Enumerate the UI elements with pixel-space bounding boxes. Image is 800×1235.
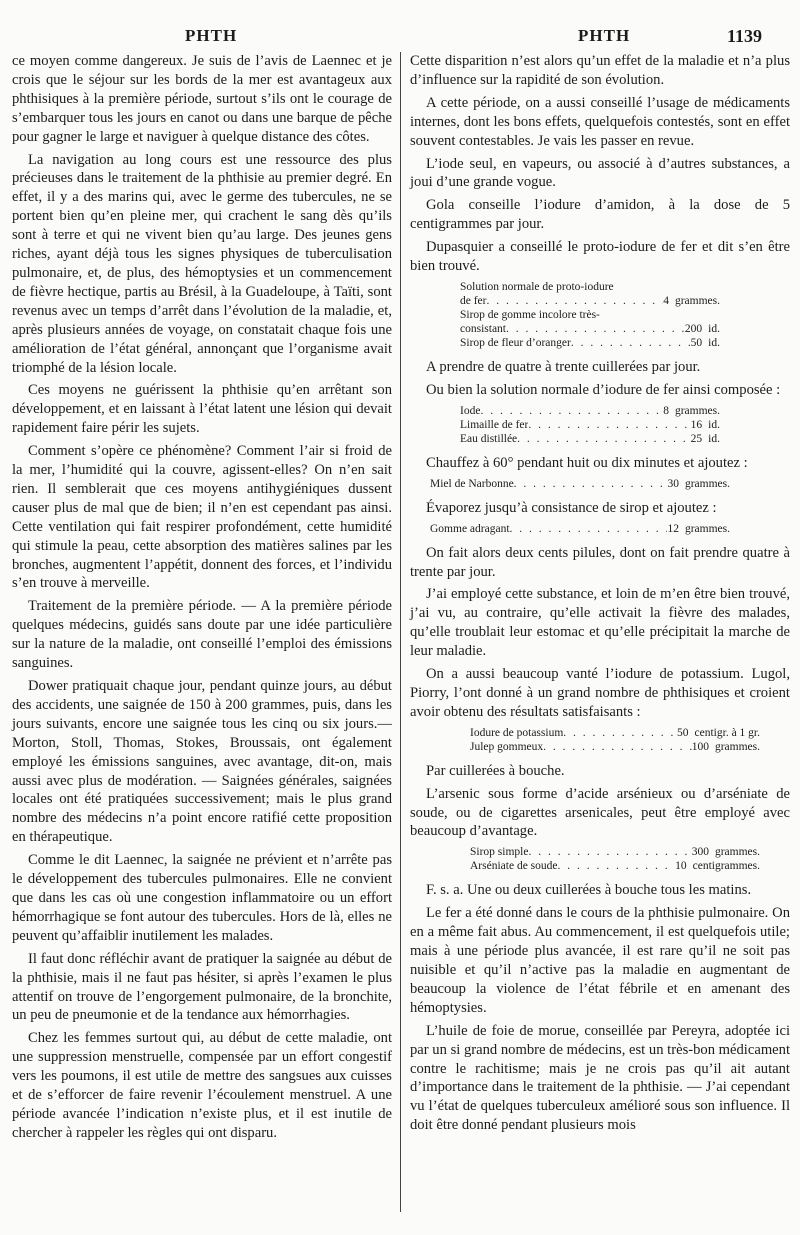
formula-quantity: 300 (691, 846, 709, 859)
formula-unit: centigr. à 1 gr. (694, 726, 760, 739)
formula-row (460, 336, 720, 350)
header-left-title: PHTH (185, 26, 238, 45)
formula-solution-iodure (460, 404, 720, 446)
formula-ingredient: Limaille de fer (460, 418, 529, 431)
formula-quantity: 50 (690, 336, 703, 349)
paragraph: Le fer a été donné dans le cours de la phthisie pulmonaire. On en a même fait abus. Au commencement, il est quelquefois utile; mais à une période plus avancée, il est rare qu’il ne soit pas nuisible et qu’il n’active pas la maladie en augmentant de beaucoup la violence de l’état fébrile et en amenant des hémoptysies. (410, 905, 790, 1016)
formula-ingredient: Miel de Narbonne (430, 477, 514, 490)
paragraph: Ces moyens ne guérissent la phthisie qu’en arrêtant son développement, et en laissant à l’état latent une lésion qui devait rapidement faire périr les sujets. (12, 382, 392, 437)
formula-unit: grammes. (684, 477, 730, 490)
paragraph: L’arsenic sous forme d’acide arsénieux ou d’arséniate de soude, ou de cigarettes arsenicales, peut être employé avec beaucoup d’avantage. (410, 785, 790, 840)
formula-unit: grammes. (674, 294, 720, 307)
formula-row (460, 418, 720, 432)
formula-quantity: 200 (684, 322, 703, 335)
paragraph: Par cuillerées à bouche. (426, 762, 565, 779)
formula-arseniate (470, 845, 760, 873)
formula-unit: grammes. (714, 740, 760, 753)
formula-row (470, 859, 760, 873)
formula-row (460, 432, 720, 446)
formula-ingredient: Sirop de gomme incolore très- (460, 308, 600, 321)
leader-dots (517, 432, 691, 446)
formula-ingredient: Sirop simple (470, 846, 529, 859)
paragraph: A prendre de quatre à trente cuillerées par jour. (426, 358, 701, 375)
paragraph: Chauffez à 60° pendant huit ou dix minutes et ajoutez : (426, 454, 748, 471)
paragraph: Chez les femmes surtout qui, au début de cette maladie, ont une suppression menstruelle, compensée par un effort congestif vers les poumons, il est utile de mettre des sangsues aux cuisses et de s’efforcer de faire revenir l’écoulement menstruel. A une période avancée l’indication n’existe plus, et il est inutile de chercher à rappeler les règles qui ont disparu. (12, 1030, 392, 1141)
section-paragraph: Traitement de la première période. — A la première période quelques médecins, guidés sans doute par une idée particulière sur la nature de la maladie, ont conseillé l’emploi des émissions sanguines. (12, 598, 392, 672)
formula-ingredient: Arséniate de soude (470, 860, 558, 873)
leader-dots (571, 336, 691, 350)
formula-iodure-potassium (470, 726, 760, 754)
paragraph: Comment s’opère ce phénomène? Comment l’air si froid de la mer, l’humidité qui la couvre, agissent-elles? On n’en sait rien. Il semblerait que ces moyens antihygiéniques dussent causer plus de mal que de bien; il n’en est cependant pas ainsi. Cette ventilation qui fait respirer profondément, cette humidité qui stimule la peau, cette absorption des matières salines par les bronches, augmentent l’appétit, donnent des forces, et l’individu s’en trouve à merveille. (12, 443, 392, 592)
paragraph: On a aussi beaucoup vanté l’iodure de potassium. Lugol, Piorry, l’ont donné à un grand nombre de phthisiques et croient avoir obtenu des résultats satisfaisants : (410, 666, 790, 720)
formula-quantity: 30 (667, 477, 679, 490)
formula-quantity: 16 (690, 418, 703, 431)
formula-quantity: 50 (677, 726, 689, 739)
paragraph: Comme le dit Laennec, la saignée ne prévient et n’arrête pas le développement des tubercules pulmonaires. Elle ne convient que dans les cas où une congestion inflammatoire ou un effort hémorrhagique se font autour des tubercules. Hors de là, elles ne peuvent qu’affaiblir inutilement les malades. (12, 852, 392, 944)
leader-dots (514, 477, 668, 491)
formula-quantity: 10 (675, 860, 687, 873)
formula-ingredient: Solution normale de proto-iodure (460, 280, 614, 293)
formula-unit: id. (708, 322, 720, 335)
formula-unit: id. (708, 336, 720, 349)
formula-row (470, 845, 760, 859)
paragraph: J’ai employé cette substance, et loin de m’en être bien trouvé, j’ai vu, au contraire, qu’elle activait la fièvre des malades, qu’elle troublait leur estomac et qu’elle précipitait la marche de leur maladie. (410, 586, 790, 660)
right-column (410, 52, 790, 1139)
paragraph: Gola conseille l’iodure d’amidon, à la dose de 5 centigrammes par jour. (410, 197, 790, 233)
formula-unit: id. (708, 432, 720, 445)
formula-unit: grammes. (714, 846, 760, 859)
paragraph: Dupasquier a conseillé le proto-iodure de fer et dit s’en être bien trouvé. (410, 239, 790, 275)
formula-quantity: 4 (663, 294, 669, 307)
page-number: 1139 (727, 26, 763, 46)
leader-dots (480, 404, 663, 418)
leader-dots (528, 418, 690, 432)
leader-dots (543, 740, 692, 754)
formula-quantity: 8 (663, 404, 669, 417)
leader-dots (506, 322, 685, 336)
formula-ingredient: Iode (460, 404, 481, 417)
leader-dots (487, 294, 664, 308)
paragraph: Ou bien la solution normale d’iodure de fer ainsi composée : (426, 381, 781, 398)
formula-proto-iodure (460, 280, 720, 350)
formula-row (460, 294, 720, 308)
formula-row (430, 477, 730, 491)
formula-ingredient: Gomme adragant (430, 522, 510, 535)
formula-unit: id. (708, 418, 720, 431)
formula-miel (430, 477, 730, 491)
formula-ingredient: consistant (460, 322, 506, 335)
paragraph: La navigation au long cours est une ressource des plus précieuses dans le traitement de la phthisie au premier degré. En effet, il y a des marins qui, avec le germe des tubercules, ne se portent bien qu’en pleine mer, qui crachent le sang dès qu’ils sont à terre et qui ne vivent bien qu’au large. Des jeunes gens riches, ayant déjà tous les signes physiques de tuberculisation pulmonaire, et, de plus, des hémoptysies et un commencement de fièvre hectique, partis au Brésil, à la Guadeloupe, à Taïti, sont revenus avec un temps d’arrêt dans l’évolution de la maladie, et, après plusieurs années de voyage, on constatait chaque fois une amélioration de l’état général, annonçant que l’organisme avait triomphé de la lésion locale. (12, 151, 392, 376)
formula-quantity: 12 (667, 522, 679, 535)
leader-dots (528, 845, 691, 859)
formula-quantity: 25 (690, 432, 703, 445)
formula-row (470, 740, 760, 754)
formula-ingredient: Iodure de potassium (470, 726, 564, 739)
paragraph: F. s. a. Une ou deux cuillerées à bouche tous les matins. (426, 882, 752, 899)
paragraph: L’iode seul, en vapeurs, ou associé à d’autres substances, a joui d’une grande vogue. (410, 155, 790, 191)
leader-dots (510, 522, 668, 536)
formula-ingredient: Julep gommeux (470, 740, 544, 753)
paragraph: On fait alors deux cents pilules, dont on fait prendre quatre à trente par jour. (410, 544, 790, 580)
running-header (0, 26, 800, 50)
paragraph: ce moyen comme dangereux. Je suis de l’avis de Laennec et je crois que le séjour sur les bords de la mer est avantageux aux phthisiques à la première période, surtout s’ils ont le courage de s’embarquer tous les jours en canot ou dans une barque de pêche pour gagner le large et naviguer à quelque distance des côtes. (12, 53, 392, 145)
paragraph: Il faut donc réfléchir avant de pratiquer la saignée au début de la phthisie, mais il ne faut pas hésiter, si après l’examen le plus attentif on trouve de l’engorgement pulmonaire, de la bronchite, un peu de pneumonie et de la tendance aux hémorrhagies. (12, 950, 392, 1024)
formula-ingredient: de fer (460, 294, 487, 307)
formula-unit: centigrammes. (692, 860, 760, 873)
formula-quantity: 100 (691, 740, 709, 753)
formula-row (470, 726, 760, 740)
formula-row (460, 404, 720, 418)
leader-dots (558, 859, 676, 873)
formula-ingredient: Eau distillée (460, 432, 518, 445)
formula-ingredient: Sirop de fleur d’oranger (460, 336, 571, 349)
paragraph: Dower pratiquait chaque jour, pendant quinze jours, au début des accidents, une saignée de 150 à 200 grammes, puis, dans les jours suivants, encore une saignée tous les cinq ou six jours.—Morton, Stoll, Thomas, Stokes, Broussais, ont également employé les émissions sanguines, avec avantage, dit-on, mais aussi avec plus de modération. — Saignées générales, saignées locales ont été pratiquées successivement; mais le plus grand nombre des médecins n’a point encore ratifié cette proposition en thérapeutique. (12, 678, 392, 846)
leader-dots (563, 726, 677, 740)
paragraph: L’huile de foie de morue, conseillée par Pereyra, adoptée ici par un si grand nombre de médecins, est un très-bon médicament contre le rachitisme; mais je ne crois pas qu’il ait autant d’importance dans le traitement de la phthisie. — J’ai cependant vu l’état de quelques tuberculeux amélioré sous son influence. Il doit être donné pendant plusieurs mois (410, 1022, 790, 1134)
header-right-title: PHTH (578, 26, 631, 45)
formula-row (460, 322, 720, 336)
paragraph: Évaporez jusqu’à consistance de sirop et ajoutez : (426, 499, 717, 516)
formula-row (430, 522, 730, 536)
left-column (12, 52, 392, 1147)
formula-unit: grammes. (684, 522, 730, 535)
formula-unit: grammes. (674, 404, 720, 417)
formula-row (460, 280, 720, 294)
formula-row (460, 308, 720, 322)
formula-gomme (430, 522, 730, 536)
column-divider (400, 52, 401, 1212)
paragraph: Cette disparition n’est alors qu’un effet de la maladie et n’a plus d’influence sur la rapidité de son évolution. (410, 53, 790, 88)
paragraph: A cette période, on a aussi conseillé l’usage de médicaments internes, dont les bons effets, quelquefois contestés, sont en effet souvent contestables. Je vais les passer en revue. (410, 94, 790, 149)
